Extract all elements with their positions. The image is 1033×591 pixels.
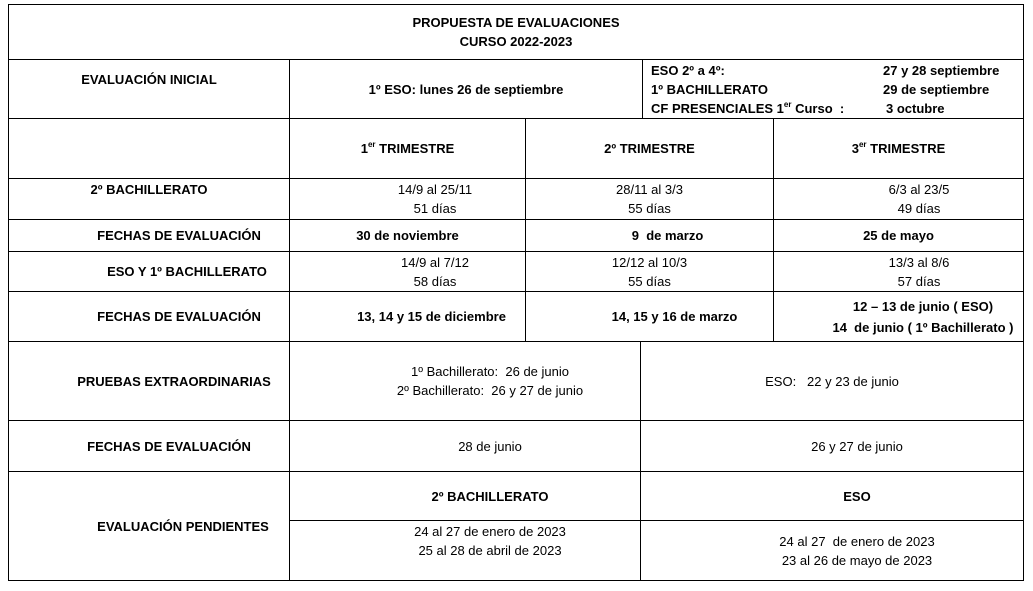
pendientes-header-bach2: 2º BACHILLERATO xyxy=(431,488,549,504)
header-trimestre-2: 2º TRIMESTRE xyxy=(604,141,695,156)
eso-t3: 13/3 al 8/6 57 días xyxy=(888,254,950,289)
inicial-date-bach1: 29 de septiembre xyxy=(883,82,990,97)
title-line-1: PROPUESTA DE EVALUACIONES xyxy=(412,15,620,30)
pendientes-header-eso: ESO xyxy=(843,488,871,504)
page-title xyxy=(9,5,1023,59)
extra-eso: ESO: 22 y 23 de junio xyxy=(765,373,899,389)
extra-bachillerato: 1º Bachillerato: 26 de junio 2º Bachillerato: 26 y 27 de junio xyxy=(396,364,584,398)
header-trimestre-1: 1er TRIMESTRE xyxy=(360,139,455,156)
title-line-2: CURSO 2022-2023 xyxy=(459,34,573,49)
row-label-fechas-1: FECHAS DE EVALUACIÓN xyxy=(97,228,261,243)
inicial-group-bach1: 1º BACHILLERATO xyxy=(651,82,768,97)
fechas3-bachillerato: 28 de junio xyxy=(458,438,522,454)
header-trimestre-3: 3er TRIMESTRE xyxy=(851,139,946,156)
pendientes-eso-dates: 24 al 27 de enero de 2023 23 al 26 de mayo de 2023 xyxy=(779,533,935,568)
row-label-fechas-3: FECHAS DE EVALUACIÓN xyxy=(87,438,251,454)
fechas1-t3: 25 de mayo xyxy=(863,228,934,243)
inicial-group-eso-2-4: ESO 2º a 4º: xyxy=(651,63,725,78)
row-label-evaluacion-pendientes: EVALUACIÓN PENDIENTES xyxy=(97,518,269,534)
fechas1-t2: 9 de marzo xyxy=(631,228,704,243)
fechas3-eso: 26 y 27 de junio xyxy=(811,438,903,454)
inicial-date-cf: 3 octubre xyxy=(886,101,945,116)
row-label-fechas-2: FECHAS DE EVALUACIÓN xyxy=(97,309,261,324)
row-label-pruebas-extraordinarias: PRUEBAS EXTRAORDINARIAS xyxy=(77,373,271,389)
inicial-group-cf: CF PRESENCIALES 1er Curso : xyxy=(651,99,845,116)
inicial-date-eso-2-4: 27 y 28 septiembre xyxy=(883,63,1000,78)
bach2-t2: 28/11 al 3/3 55 días xyxy=(616,182,683,216)
eso-t2: 12/12 al 10/3 55 días xyxy=(611,254,688,289)
pendientes-bach2-dates: 24 al 27 de enero de 2023 25 al 28 de abril de 2023 xyxy=(414,524,566,558)
fechas2-t2: 14, 15 y 16 de marzo xyxy=(611,309,738,324)
bach2-t3: 6/3 al 23/5 49 días xyxy=(888,182,950,216)
eso-t1: 14/9 al 7/12 58 días xyxy=(401,254,469,289)
row-label-evaluacion-inicial: EVALUACIÓN INICIAL xyxy=(81,71,217,87)
row-label-eso-bach1: ESO Y 1º BACHILLERATO xyxy=(107,264,267,279)
inicial-eso1: 1º ESO: lunes 26 de septiembre xyxy=(368,81,564,97)
fechas2-t1: 13, 14 y 15 de diciembre xyxy=(357,309,506,324)
fechas2-t3: 12 – 13 de junio ( ESO) 14 de junio ( 1º Bachillerato ) xyxy=(832,298,1014,335)
row-label-bach2: 2º BACHILLERATO xyxy=(90,181,208,197)
fechas1-t1: 30 de noviembre xyxy=(356,228,459,243)
bach2-t1: 14/9 al 25/11 51 días xyxy=(397,182,473,216)
